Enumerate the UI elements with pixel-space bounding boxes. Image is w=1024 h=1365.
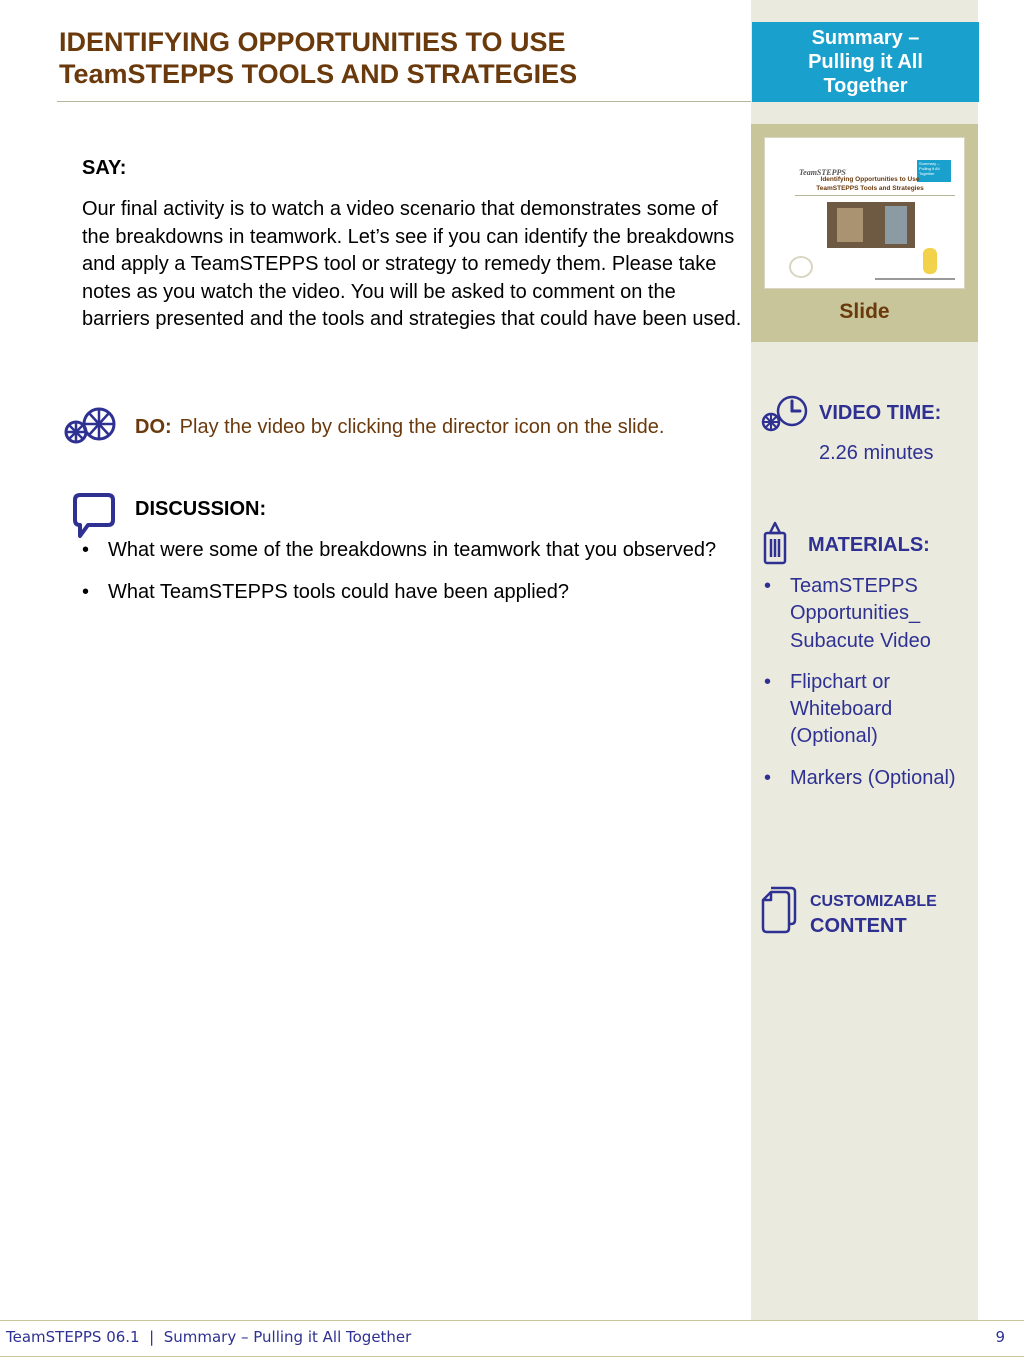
list-item: • Markers (Optional) [764,765,974,792]
video-time-value: 2.26 minutes [819,442,934,464]
slide-thumbnail [764,137,965,289]
thumbnail-brand: TeamSTEPPS [799,168,846,177]
footer-divider-bottom [0,1356,1024,1357]
footer-text: TeamSTEPPS 06.1 | Summary – Pulling it All Together [6,1328,412,1346]
thumbnail-photo [827,202,915,248]
thumbnail-logo [789,256,813,278]
materials-icon [762,521,788,565]
section-label: Summary – Pulling it All Together [808,27,923,97]
materials-list [764,573,974,806]
discussion-list [82,537,742,620]
thumbnail-title: Identifying Opportunities to Use TeamSTEPPS Tools and Strategies [816,176,924,192]
do-instruction [135,416,664,439]
video-timer-icon [760,394,808,434]
document-icon [761,886,797,934]
footer-divider-top [0,1320,1024,1321]
list-item: • TeamSTEPPS Opportunities_ Subacute Video [764,573,974,655]
content-label: CONTENT [810,915,907,937]
list-item: • Flipchart or Whiteboard (Optional) [764,669,974,751]
page-title [59,26,739,90]
section-label-box [752,22,979,102]
page-title-line2: TeamSTEPPS TOOLS AND STRATEGIES [59,59,578,89]
list-item: • What were some of the breakdowns in teamwork that you observed? [82,537,742,565]
say-text: Our final activity is to watch a video scenario that demonstrates some of the breakdowns in teamwork. Let’s see if you can identify the breakdowns and apply a TeamSTEPPS tool or strategy to remedy them. Please take notes as you watch the video. You will be asked to comment on the barriers presented and the tools and strategies that could have been used. [82,198,742,330]
film-reel-icon [63,405,119,447]
discussion-label: DISCUSSION: [135,498,267,520]
slide-label: Slide [839,300,890,323]
customizable-label: CUSTOMIZABLE [810,893,937,910]
speech-bubble-icon [72,492,116,540]
page-number: 9 [995,1328,1005,1346]
list-item: • What TeamSTEPPS tools could have been applied? [82,579,742,607]
do-text: Play the video by clicking the director icon on the slide. [179,416,665,438]
materials-label: MATERIALS: [808,534,930,556]
thumbnail-footer [875,278,955,280]
page-title-line1: IDENTIFYING OPPORTUNITIES TO USE [59,27,566,57]
do-label: DO: [135,416,172,438]
thumbnail-badge: Summary – Pulling it All Together [917,160,951,182]
thumbnail-divider [795,195,955,196]
title-divider [57,101,751,102]
thumbnail-director-figure [923,248,937,274]
video-time-label: VIDEO TIME: [819,402,942,424]
say-label: SAY: [82,157,127,179]
